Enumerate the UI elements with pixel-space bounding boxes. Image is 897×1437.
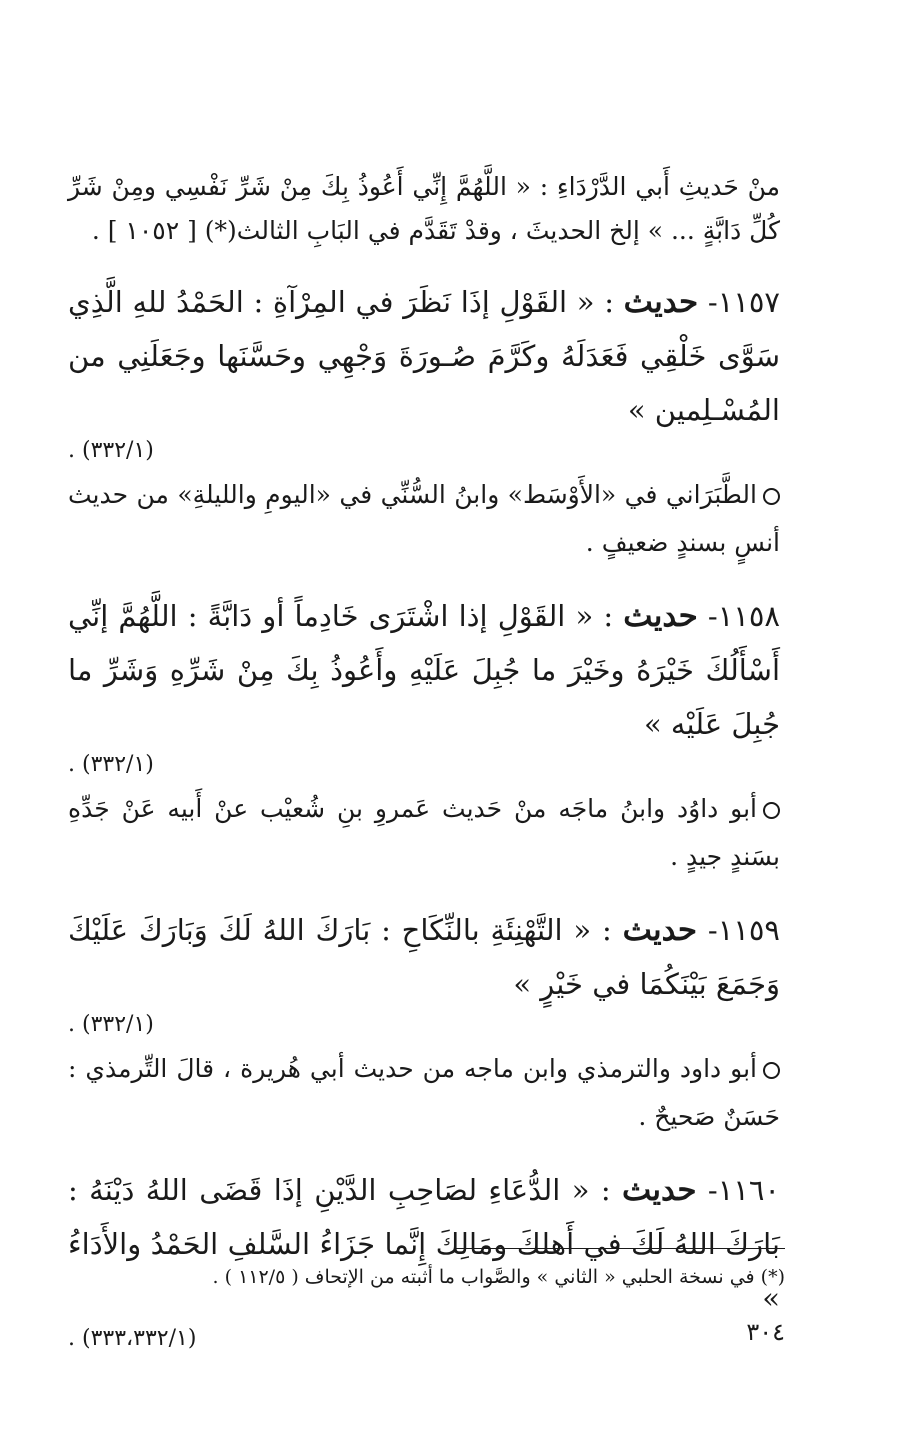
hadith-reference: (٣٣٣،٣٣٢/١) .	[68, 1326, 197, 1351]
intro-paragraph: منْ حَديثِ أَبي الدَّرْدَاءِ : « اللَّهُمَّ إِنِّي أَعُوذُ بِكَ مِنْ شَرِّ نَفْسِي ومِنْ شَرِّ كُلِّ دَابَّةٍ ... » إلخ الحديثَ ، وقدْ تَقَدَّم في البَابِ الثالث(*) [ ١٠٥٢ ] .	[68, 172, 780, 245]
hadith-keyword: حديث	[623, 284, 699, 320]
hadith-reference: (٣٣٢/١) .	[68, 1012, 154, 1037]
hadith-number: ١١٥٧-	[707, 285, 780, 319]
hadith-text	[68, 903, 780, 1045]
takhrij-text: أبو داوُد وابنُ ماجَه منْ حَديث عَمروِ بنِ شُعيْب عنْ أَبيه عَنْ جَدِّهِ بسَندٍ جيدٍ .	[68, 794, 780, 871]
hadith-keyword: حديث	[623, 598, 698, 634]
hadith-number: ١١٥٨-	[707, 599, 781, 633]
hadith-reference: (٣٣٢/١) .	[68, 438, 154, 463]
hadith-keyword: حديث	[622, 912, 698, 948]
book-page	[68, 165, 780, 1359]
circle-bullet-icon	[763, 802, 780, 819]
footnote-divider	[455, 1248, 785, 1249]
takhrij-text: أبو داود والترمذي وابن ماجه من حديث أبي هُريرة ، قالَ التِّرمذي : حَسَنٌ صَحيحٌ .	[68, 1054, 780, 1131]
takhrij-note	[68, 1045, 780, 1141]
hadith-text	[68, 275, 780, 471]
hadith-body: : « القَوْلِ إذا اشْتَرَى خَادِماً أو دَابَّةً : اللَّهُمَّ إنِّي أَسْأَلُكَ خَيْرَهُ وخَيْرَ ما جُبِلَ عَلَيْهِ وأَعُوذُ بِكَ مِنْ شَرِّهِ وَشَرِّ ما جُبِلَ عَلَيْه »	[68, 599, 780, 741]
hadith-entry-1158	[68, 589, 780, 881]
hadith-number: ١١٦٠-	[707, 1173, 781, 1207]
takhrij-note	[68, 785, 780, 881]
hadith-keyword: حديث	[621, 1172, 697, 1208]
hadith-entry-1160	[68, 1163, 780, 1359]
circle-bullet-icon	[763, 488, 780, 505]
hadith-entry-1159	[68, 903, 780, 1141]
takhrij-text: الطَّبَرَاني في «الأَوْسَط» وابنُ السُّنِّي في «اليومِ والليلةِ» من حديث أنسٍ بسندٍ ضعيفٍ .	[68, 480, 780, 557]
hadith-entry-1157	[68, 275, 780, 567]
hadith-reference: (٣٣٢/١) .	[68, 752, 154, 777]
hadith-number: ١١٥٩-	[707, 913, 781, 947]
footnote: (*) في نسخة الحلبي « الثاني » والصَّواب ما أثبته من الإتحاف ( ١١٢/٥ ) .	[212, 1266, 785, 1288]
circle-bullet-icon	[763, 1062, 780, 1079]
hadith-body: : « الدُّعَاءِ لصَاحِبِ الدَّيْنِ إذَا قَضَى اللهُ دَيْنَهُ : بَارَكَ اللهُ لَكَ في أَهلكَ ومَالِكَ إِنَّما جَزَاءُ السَّلفِ الحَمْدُ والأَدَاءُ »	[68, 1173, 780, 1315]
takhrij-note	[68, 471, 780, 567]
hadith-text	[68, 589, 780, 785]
page-number: ٣٠٤	[746, 1318, 785, 1346]
hadith-text	[68, 1163, 780, 1359]
hadith-body: : « القَوْلِ إذَا نَظَرَ في المِرْآةِ : الحَمْدُ للهِ الَّذِي سَوَّى خَلْقِي فَعَدَلَهُ وكَرَّمَ صُـورَةَ وَجْهِي وحَسَّنَها وجَعَلَنِي من المُسْـلِمين »	[68, 285, 780, 427]
hadith-body: : « التَّهْنِئَةِ بالنِّكَاحِ : بَارَكَ اللهُ لَكَ وَبَارَكَ عَلَيْكَ وَجَمَعَ بَيْنَكُمَا في خَيْرٍ »	[68, 913, 780, 1001]
